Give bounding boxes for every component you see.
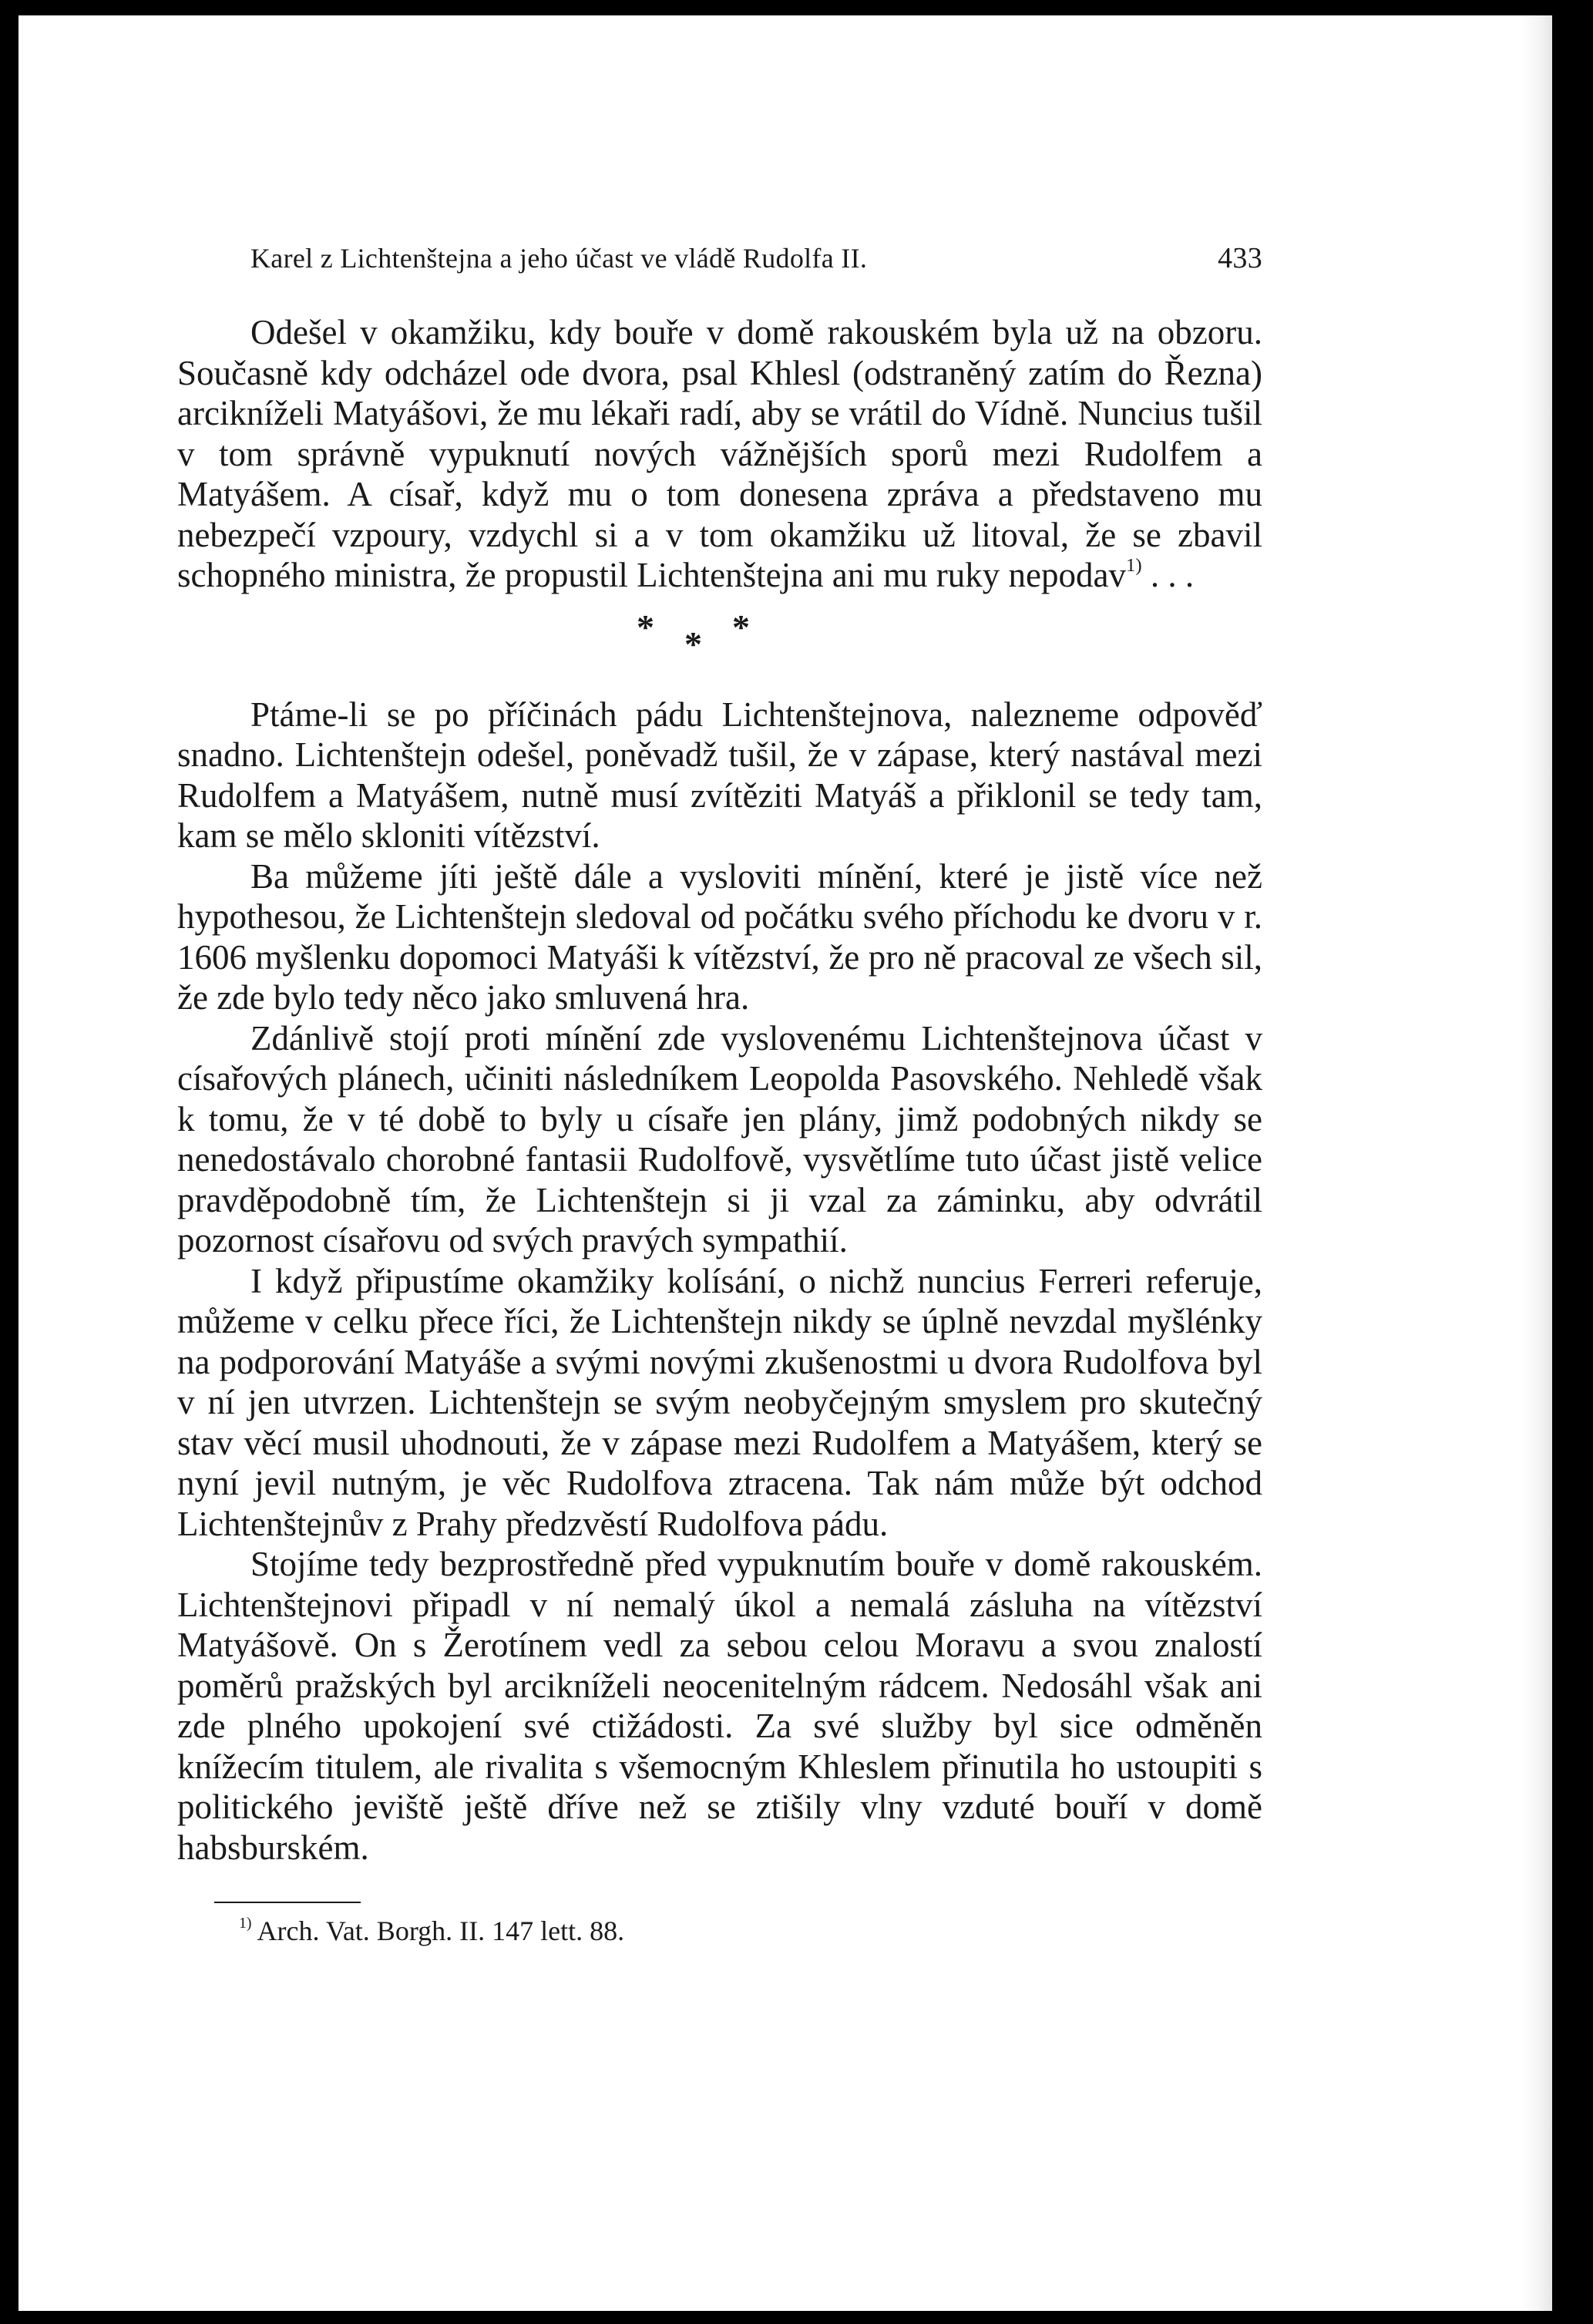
scan-edge-shading [1521,15,1552,2311]
footnote-text: Arch. Vat. Borgh. II. 147 lett. 88. [257,1915,625,1946]
body-text [177,312,1262,1868]
asterisk-2: * [684,624,702,664]
asterisk-1: * [637,607,654,647]
asterisk-3: * [732,607,750,647]
page-number: 433 [1218,242,1262,274]
footnote-reference: 1) [1125,555,1142,577]
section-break-asterism [177,602,1262,695]
paragraph-2: Ptáme-li se po příčinách pádu Lichtenštejnova, nalezneme odpověď snadno. Lichtenštejn odešel, poněvadž tušil, že v zápase, který nastával mezi Rudolfem a Matyášem, nutně musí zvítěziti Matyáš a přiklonil se tedy tam, kam se mělo skloniti vítězství. [177,695,1262,855]
paragraph-1 [177,312,1262,596]
paragraph-3: Ba můžeme jíti ještě dále a vysloviti mínění, které je jistě více než hypothesou, že Lichtenštejn sledoval od počátku svého příchodu ke dvoru v r. 1606 myšlenku dopomoci Matyáši k vítězství, že pro ně pracoval ze všech sil, že zde bylo tedy něco jako smluvená hra. [177,856,1262,1017]
paragraph-6: Stojíme tedy bezprostředně před vypuknutím bouře v domě rakouském. Lichtenštejnovi připadl v ní nemalý úkol a nemalá zásluha na vítězství Matyášově. On s Žerotínem vedl za sebou celou Moravu a svou znalostí poměrů pražských byl arcikníželi neocenitelným rádcem. Nedosáhl však ani zde plného upokojení své ctižádosti. Za své služby byl sice odměněn knížecím titulem, ale rivalita s všemocným Khleslem přinutila ho ustoupiti s politického jeviště ještě dříve než se ztišily vlny vzduté bouří v domě habsburském. [177,1545,1262,1867]
paragraph-5: I když připustíme okamžiky kolísání, o nichž nuncius Ferreri referuje, můžeme v celku přece říci, že Lichtenštejn nikdy se úplně nevzdal myšlénky na podporování Matyáše a svými novými zkušenostmi u dvora Rudolfova byl v ní jen utvrzen. Lichtenštejn se svým neobyčejným smyslem pro skutečný stav věcí musil uhodnouti, že v zápase mezi Rudolfem a Matyášem, který se nyní jevil nutným, je věc Rudolfova ztracena. Tak nám může být odchod Lichtenštejnův z Prahy předzvěstí Rudolfova pádu. [177,1261,1262,1543]
footnote-divider [214,1902,361,1903]
footnote [239,1912,1262,1949]
paragraph-1-text: Odešel v okamžiku, kdy bouře v domě rakouském byla už na obzoru. Současně kdy odcházel ode dvora, psal Khlesl (odstraněný zatím do Řezna) arcikníželi Matyášovi, že mu lékaři radí, aby se vrátil do Vídně. Nuncius tušil v tom správně vypuknutí nových vážnějších sporů mezi Rudolfem a Matyášem. A císař, když mu o tom donesena zpráva a představeno mu nebezpečí vzpoury, vzdychl si a v tom okamžiku už litoval, že se zbavil schopného ministra, že propustil Lichtenštejna ani mu ruky nepodav [177,313,1262,594]
paragraph-1-ellipsis: . . . [1150,556,1195,594]
text-block [177,235,1262,1949]
footnote-marker: 1) [239,1915,252,1932]
running-title: Karel z Lichtenštejna a jeho účast ve vládě Rudolfa II. [250,243,868,274]
book-page [18,15,1552,2311]
paragraph-4: Zdánlivě stojí proti mínění zde vyslovenému Lichtenštejnova účast v císařových plánech, učiniti následníkem Leopolda Pasovského. Nehledě však k tomu, že v té době to byly u císaře jen plány, jimž podobných nikdy se nenedostávalo chorobné fantasii Rudolfově, vysvětlíme tuto účast jistě velice pravděpodobně tím, že Lichtenštejn si ji vzal za záminku, aby odvrátil pozornost císařovu od svých pravých sympathií. [177,1018,1262,1260]
running-head [250,235,1262,281]
